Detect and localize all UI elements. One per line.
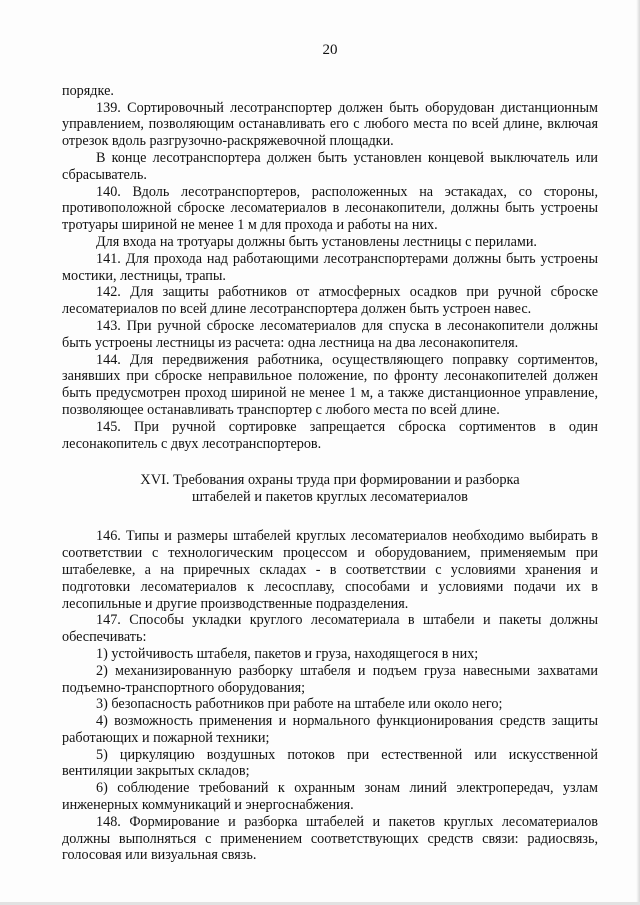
list-item-5: 5) циркуляцию воздушных потоков при естественной или искусственной вентиляции закрытых складов; xyxy=(62,746,598,780)
paragraph-148: 148. Формирование и разборка штабелей и пакетов круглых лесоматериалов должны выполняться с применением соответствующих средств связи: радиосвязь, голосовая или визуальная связь. xyxy=(62,813,598,864)
page-number: 20 xyxy=(322,42,338,58)
paragraph-145: 145. При ручной сортировке запрещается сброска сортиментов в один лесонакопитель с двух лесотранспортеров. xyxy=(62,418,598,452)
section-heading-xvi xyxy=(62,472,598,506)
list-item-2: 2) механизированную разборку штабеля и подъем груза навесными захватами подъемно-транспортного оборудования; xyxy=(62,662,598,696)
list-item-6: 6) соблюдение требований к охранным зонам линий электропередач, узлам инженерных коммуникаций и энергоснабжения. xyxy=(62,780,598,814)
section-heading-line-1: XVI. Требования охраны труда при формировании и разборка xyxy=(140,472,520,489)
paragraph-continuation: порядке. xyxy=(62,82,114,99)
paragraph-140-cont: Для входа на тротуары должны быть установлены лестницы с перилами. xyxy=(96,233,537,250)
list-item-4: 4) возможность применения и нормального функционирования средств защиты работающих и пожарной техники; xyxy=(62,713,598,746)
paragraph-143: 143. При ручной сброске лесоматериалов для спуска в лесонакопители должны быть устроены лестницы из расчета: одна лестница на два лесонакопителя. xyxy=(62,317,598,351)
paragraph-141: 141. Для прохода над работающими лесотранспортерами должны быть устроены мостики, лестницы, трапы. xyxy=(62,250,598,284)
paragraph-139-cont: В конце лесотранспортера должен быть установлен концевой выключатель или сбрасыватель. xyxy=(62,149,598,183)
list-item-3: 3) безопасность работников при работе на штабеле или около него; xyxy=(96,696,503,713)
list-item-1: 1) устойчивость штабеля, пакетов и груза, находящегося в них; xyxy=(96,645,479,662)
section-heading-line-2: штабелей и пакетов круглых лесоматериалов xyxy=(192,489,468,506)
text-block-before-heading xyxy=(62,83,598,453)
paragraph-142: 142. Для защиты работников от атмосферных осадков при ручной сброске лесоматериалов по всей длине лесотранспортера должен быть устроен навес. xyxy=(62,284,598,318)
paragraph-139: 139. Сортировочный лесотранспортер должен быть оборудован дистанционным управлением, позволяющим останавливать его с любого места по всей длине, включая отрезок вдоль разгрузочно-раскряжевочной площадки. xyxy=(62,99,598,150)
paragraph-146: 146. Типы и размеры штабелей круглых лесоматериалов необходимо выбирать в соответствии с технологическим процессом и оборудованием, применяемым при штабелевке, а на приречных складах - в соответствии с условиями хранения и подготовки лесоматериалов к лесосплаву, способами и условиями подачи их в лесопильные и другие производственные подразделения. xyxy=(62,528,598,612)
scan-edge-shadow xyxy=(636,0,640,905)
paragraph-144: 144. Для передвижения работника, осуществляющего поправку сортиментов, занявших при сброске неправильное положение, по фронту лесонакопителей должен быть предусмотрен проход шириной не менее 1 м, а также дистанционное управление, позволяющее останавливать транспортер с любого места по всей длине. xyxy=(62,351,598,418)
paragraph-147: 147. Способы укладки круглого лесоматериала в штабели и пакеты должны обеспечивать: xyxy=(62,612,598,646)
text-block-after-heading xyxy=(62,528,598,864)
paragraph-140: 140. Вдоль лесотранспортеров, расположенных на эстакадах, со стороны, противоположной сброске лесоматериалов в лесонакопители, должны быть устроены тротуары шириной не менее 1 м для прохода и работы на них. xyxy=(62,183,598,234)
